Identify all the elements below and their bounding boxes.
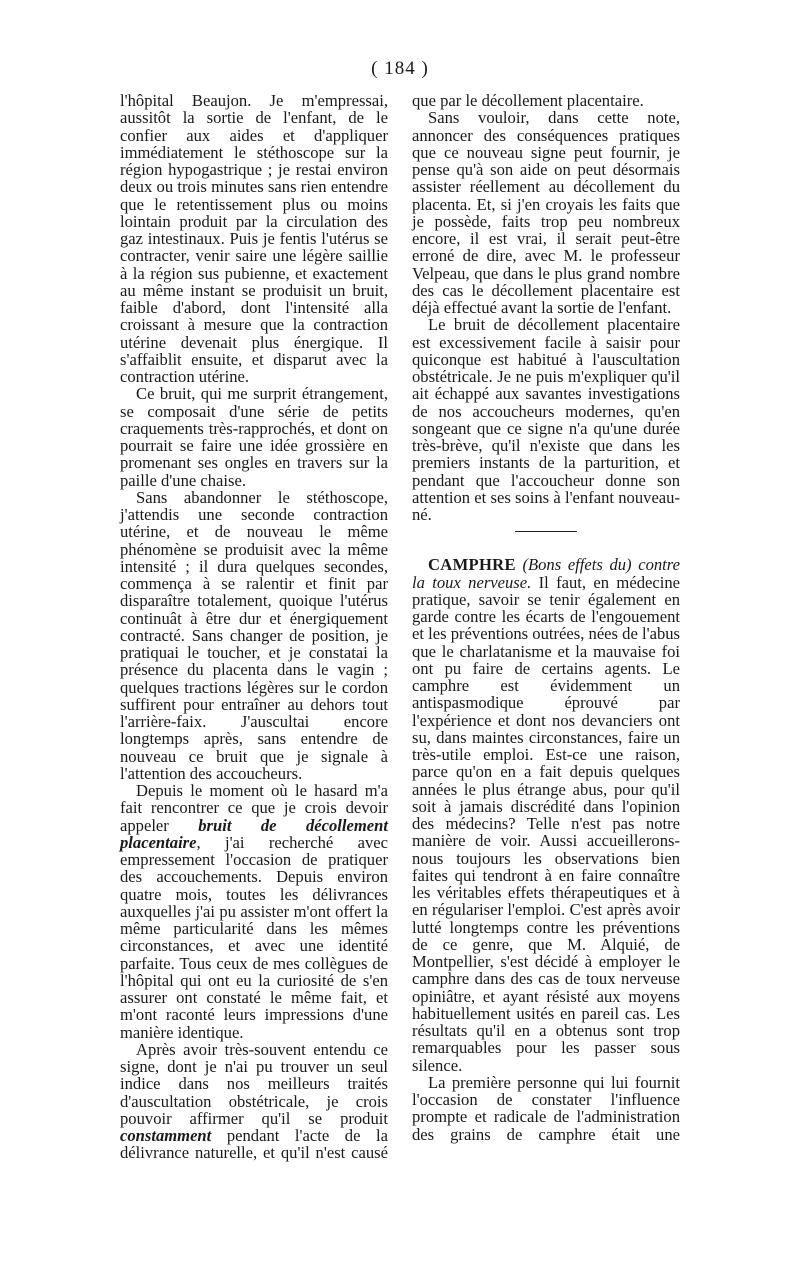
paragraph-bruit-description: Ce bruit, qui me surprit étrangement, se composait d'une série de petits craquements très-rapprochés, et dont on pourrait se faire une idée grossière en promenant ses ongles en travers sur la paille d'une chaise. [120,384,388,490]
paragraph-second-contraction: Sans abandonner le stéthoscope, j'attendis une seconde contraction utérine, et de nouveau le même phénomène se produisit avec la même intensité ; il dura quelques secondes, commença à se ralentir et finit par disparaître totalement, quoique l'utérus continuât à être dur et énergiquement contracté. Sans changer de position, je pratiquai le toucher, et je constatai la présence du placenta dans le vagin ; quelques tractions légères sur le cordon suffirent pour entraîner au dehors tout l'arrière-faix. J'auscultai encore longtemps après, sans entendre de nouveau ce bruit que je signale à l'attention des accoucheurs. [120,487,388,783]
italic-term: bruit de décollement placentaire [120,815,388,852]
text-run: pendant l'acte de la délivrance naturelle, et qu'il n'est causé [120,1126,388,1163]
paragraph-facile: Le bruit de décollement placentaire est excessivement facile à saisir pour quiconque est habitué à l'auscultation obstétricale. Je ne puis m'expliquer qu'il ait échappé aux savantes investigations de nos accoucheurs modernes, qu'en songeant que ce signe n'a qu'une durée très-brève, qu'il n'existe que dans les premiers instants de la parturition, et pendant que l'accoucheur donne son attention et ses soins à l'enfant nouveau-né. [412,315,680,524]
article-camphre [412,556,680,1074]
text-run: Depuis le moment où le hasard m'a fait rencontrer ce que je crois devoir appeler [120,781,388,835]
paragraph-continued: que par le décollement placentaire. [412,91,644,110]
paragraph-continued: l'hôpital Beaujon. Je m'empressai, aussitôt la sortie de l'enfant, de le confier aux aides et d'appliquer immédiatement le stéthoscope sur la région hypogastrique ; je restai environ deux ou trois minutes sans rien entendre que le retentissement plus ou moins lointain produit par la circulation des gaz intestinaux. Puis je fentis l'utérus se contracter, venir saire une légère saillie à la région sus pubienne, et exactement au même instant se produisit un bruit, faible d'abord, dont l'intensité alla croissant à mesure que la contraction utérine devenait plus énergique. Il s'affaiblit ensuite, et disparut avec la contraction utérine. [120,91,388,386]
article-heading-italic: (Bons effets du) contre la toux nerveuse. [412,555,680,592]
text-run: Il faut, en médecine pratique, savoir se tenir également en garde contre les écarts de l'engouement et les préventions outrées, nées de l'abus que le charlatanisme et la mauvaise foi ont pu faire de certains agents. Le camphre est évidemment un antispasmodique éprouvé par l'expérience et dont nos devanciers ont su, dans maintes circonstances, faire un très-utile emploi. Est-ce une raison, parce qu'on en a fait depuis quelques années le plus étrange abus, pour qu'il soit à jamais discrédité dans l'opinion des médecins? Telle n'est pas notre manière de voir. Aussi accueillerons-nous toujours les observations bien faites qui tendront à en faire connaître les véritables effets thérapeutiques et à en régulariser l'emploi. C'est après avoir lutté longtemps contre les préventions de ce genre, que M. Alquié, de Montpellier, s'est décidé à employer le camphre dans des cas de toux nerveuse opiniâtre, et ayant résisté aux moyens habituellement usités en pareil cas. Les résultats qu'il en a obtenus sont trop remarquables pour les passer sous silence. [412,572,680,1075]
text-run: Après avoir très-souvent entendu ce signe, dont je n'ai pu trouver un seul indice dans nos meilleurs traités d'auscultation obstétricale, je crois pouvoir affirmer qu'il se produit [120,1039,388,1128]
page-number: ( 184 ) [371,58,429,79]
italic-term: constamment [120,1126,212,1145]
paragraph-constamment [120,1041,388,1162]
right-column [412,92,680,1143]
article-lead-word: CAMPHRE [428,555,516,575]
paragraph-bruit-naming [120,782,388,1041]
paragraph-note: Sans vouloir, dans cette note, annoncer des conséquences pratiques que ce nouveau signe peut fournir, je pense qu'à son aide on peut désormais assister réellement au décollement du placenta. Et, si j'en croyais les faits que je possède, faits trop peu nombreux encore, il est vrai, il serait peut-être erroné de dire, avec M. le professeur Velpeau, que dans le plus grand nombre des cas le décollement placentaire est déjà effectué avant la sortie de l'enfant. [412,108,680,317]
section-divider [515,531,577,532]
text-run: , j'ai recherché avec empressement l'occasion de pratiquer des accouchements. Depuis environ quatre mois, toutes les délivrances auxquelles j'ai pu assister m'ont offert la même particularité dans les mêmes circonstances, et avec une identité parfaite. Tous ceux de mes collègues de l'hôpital qui ont eu la curiosité de s'en assurer ont constaté le même fait, et m'ont raconté leurs impressions d'une manière identique. [120,832,388,1042]
paragraph-premiere-personne: La première personne qui lui fournit l'occasion de constater l'influence prompte et radicale de l'administration des grains de camphre était une [412,1072,680,1144]
left-column [120,92,388,1162]
